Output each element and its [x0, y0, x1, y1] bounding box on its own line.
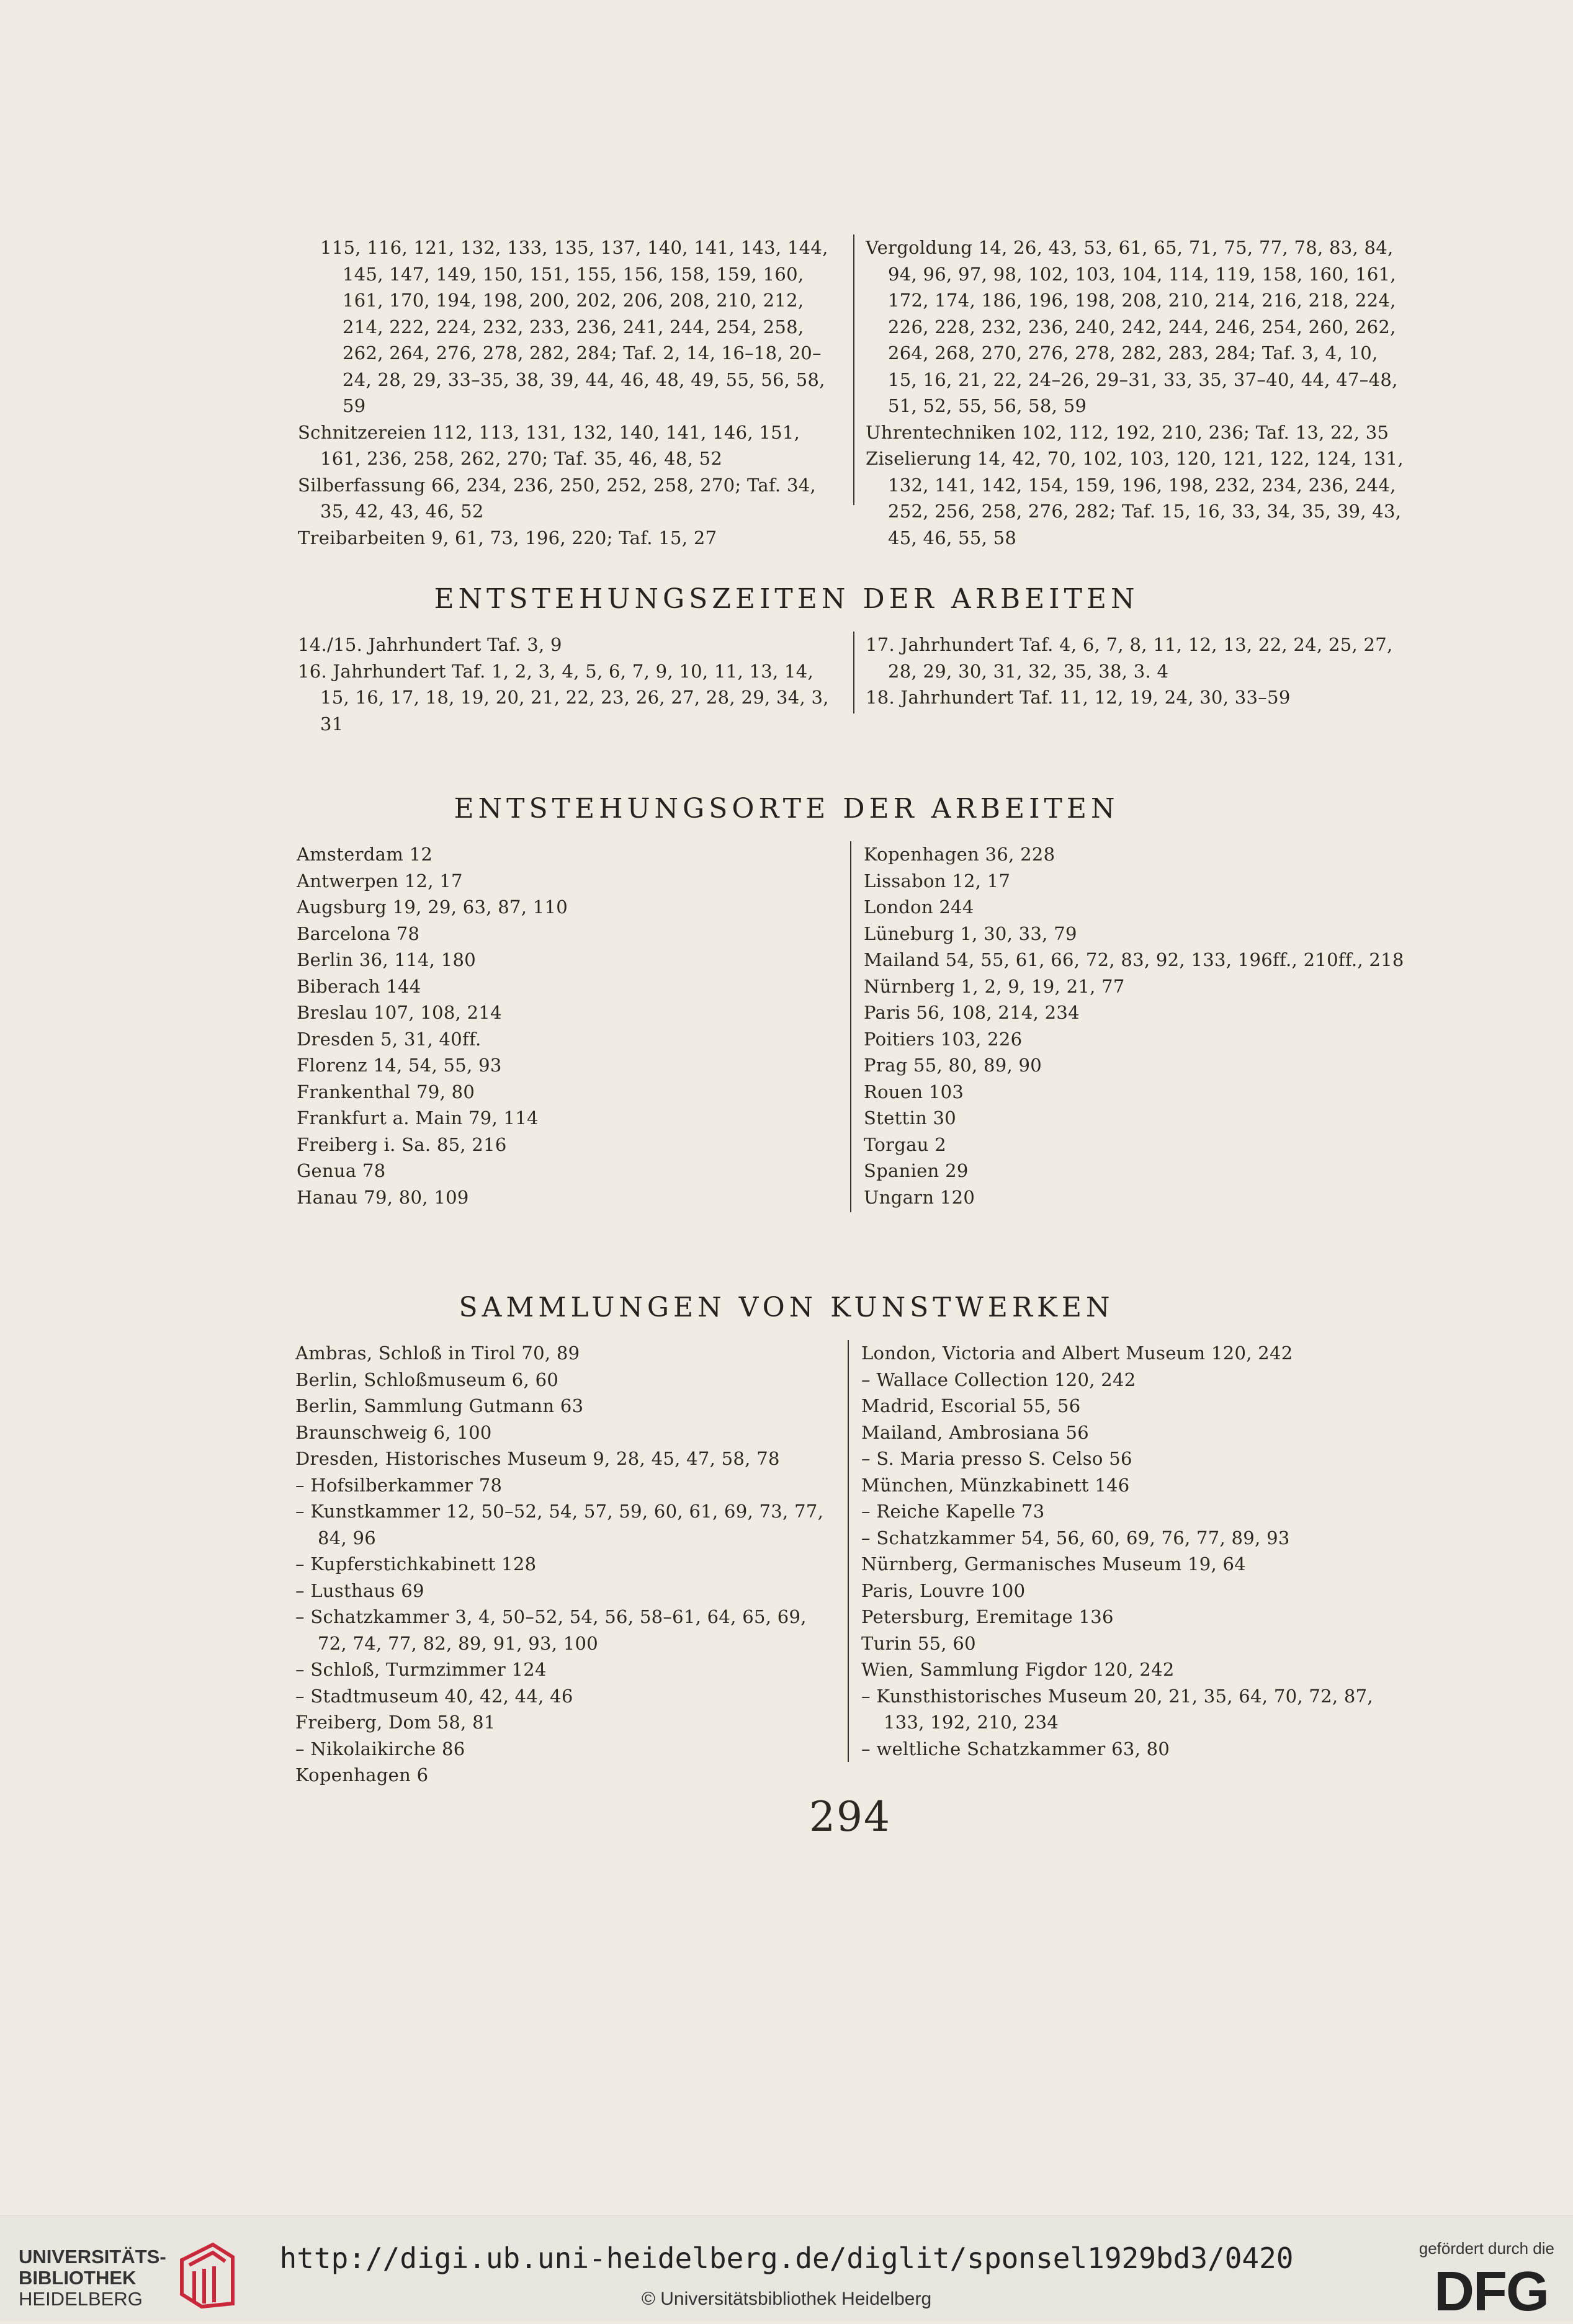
index-entry: Ambras, Schloß in Tirol 70, 89	[295, 1343, 580, 1364]
index-entry: Paris 56, 108, 214, 234	[864, 1002, 1080, 1023]
index-entry: Stettin 30	[864, 1107, 957, 1128]
index-entry: – Lusthaus 69	[295, 1580, 424, 1601]
index-entry: Wien, Sammlung Figdor 120, 242	[861, 1659, 1175, 1680]
index-entry: Ziselierung 14, 42, 70, 102, 103, 120, 121, 122, 124, 131, 132, 141, 142, 154, 159, 196, 198, 232, 234, 236, 244, 252, 256, 258, 276, 282; Taf. 15, 16, 33, 34, 35, 39, 43, 45, 46, 55, 58	[866, 448, 1404, 548]
heading-entstehungszeiten: ENTSTEHUNGSZEITEN DER ARBEITEN	[434, 583, 1139, 615]
index-entry: Ungarn 120	[864, 1186, 975, 1208]
index-entry: Poitiers 103, 226	[864, 1028, 1023, 1050]
index-entry: London 244	[864, 896, 974, 918]
index-entry: Torgau 2	[864, 1133, 947, 1155]
index-entry: – Hofsilberkammer 78	[295, 1474, 503, 1496]
index-entry: Mailand, Ambrosiana 56	[861, 1421, 1089, 1443]
index-entry: Madrid, Escorial 55, 56	[861, 1395, 1081, 1416]
index-entry: Nürnberg 1, 2, 9, 19, 21, 77	[864, 975, 1125, 997]
column-divider	[850, 841, 851, 1212]
index-entry: Turin 55, 60	[861, 1632, 976, 1654]
index-entry: – Kunstkammer 12, 50–52, 54, 57, 59, 60, 61, 69, 73, 77, 84, 96	[295, 1501, 824, 1549]
index-column-zeiten-left	[298, 632, 844, 737]
heading-sammlungen: SAMMLUNGEN VON KUNSTWERKEN	[459, 1292, 1114, 1323]
index-entry: – Schatzkammer 3, 4, 50–52, 54, 56, 58–61, 64, 65, 69, 72, 74, 77, 82, 89, 91, 93, 100	[295, 1606, 807, 1654]
index-entry: Silberfassung 66, 234, 236, 250, 252, 258, 270; Taf. 34, 35, 42, 43, 46, 52	[298, 474, 816, 522]
index-entry: – Schloß, Turmzimmer 124	[295, 1659, 547, 1680]
index-entry: Kopenhagen 6	[295, 1764, 429, 1785]
index-entry: Amsterdam 12	[297, 844, 433, 865]
index-entry: Frankenthal 79, 80	[297, 1081, 475, 1102]
index-entry: Barcelona 78	[297, 923, 420, 944]
index-column-orte-left	[297, 841, 843, 1210]
index-entry: Hanau 79, 80, 109	[297, 1186, 469, 1208]
dfg-logo[interactable]: DFG	[1434, 2261, 1548, 2323]
index-entry: 16. Jahrhundert Taf. 1, 2, 3, 4, 5, 6, 7, 9, 10, 11, 13, 14, 15, 16, 17, 18, 19, 20, 21, 22, 23, 26, 27, 28, 29, 34, 3, 31	[298, 660, 829, 735]
index-entry: Berlin, Schloßmuseum 6, 60	[295, 1369, 559, 1390]
index-entry: Kopenhagen 36, 228	[864, 844, 1055, 865]
footer-bar	[0, 2215, 1573, 2321]
index-column-zeiten-right	[866, 632, 1412, 711]
index-entry: 18. Jahrhundert Taf. 11, 12, 19, 24, 30, 33–59	[866, 687, 1291, 708]
index-entry: 115, 116, 121, 132, 133, 135, 137, 140, 141, 143, 144, 145, 147, 149, 150, 151, 155, 156, 158, 159, 160, 161, 170, 194, 198, 200, 202, 206, 208, 210, 212, 214, 222, 224, 232, 233, 236, 241, 244, 254, 258, 262, 264, 276, 278, 282, 284; Taf. 2, 14, 16–18, 20–24, 28, 29, 33–35, 38, 39, 44, 46, 48, 49, 55, 56, 58, 59	[320, 237, 828, 416]
index-entry: – Kupferstichkabinett 128	[295, 1553, 537, 1575]
index-entry: Genua 78	[297, 1160, 386, 1181]
index-entry: Mailand 54, 55, 61, 66, 72, 83, 92, 133, 196ff., 210ff., 218	[864, 949, 1404, 970]
index-entry: Spanien 29	[864, 1160, 969, 1181]
index-entry: Augsburg 19, 29, 63, 87, 110	[297, 896, 568, 918]
index-entry: – weltliche Schatzkammer 63, 80	[861, 1738, 1170, 1759]
index-entry: – S. Maria presso S. Celso 56	[861, 1448, 1132, 1469]
index-entry: – Nikolaikirche 86	[295, 1738, 465, 1759]
logo-line-1: UNIVERSITÄTS-	[19, 2246, 166, 2268]
index-entry: Treibarbeiten 9, 61, 73, 196, 220; Taf. 15, 27	[298, 527, 717, 548]
column-divider	[848, 1340, 849, 1762]
logo-line-2: BIBLIOTHEK	[19, 2267, 137, 2289]
index-column-sammlungen-right	[861, 1340, 1407, 1762]
index-entry: – Schatzkammer 54, 56, 60, 69, 76, 77, 89, 93	[861, 1527, 1290, 1549]
index-entry: Florenz 14, 54, 55, 93	[297, 1055, 502, 1076]
index-entry: Breslau 107, 108, 214	[297, 1002, 502, 1023]
index-column-top-left	[298, 235, 844, 551]
index-column-orte-right	[864, 841, 1410, 1210]
index-entry: Braunschweig 6, 100	[295, 1421, 492, 1443]
index-entry: Lissabon 12, 17	[864, 870, 1011, 892]
index-entry: London, Victoria and Albert Museum 120, 242	[861, 1343, 1293, 1364]
index-entry: Rouen 103	[864, 1081, 964, 1102]
index-entry: 14./15. Jahrhundert Taf. 3, 9	[298, 634, 562, 655]
index-entry: Berlin, Sammlung Gutmann 63	[295, 1395, 584, 1416]
index-entry: Nürnberg, Germanisches Museum 19, 64	[861, 1553, 1247, 1575]
index-entry: Freiberg i. Sa. 85, 216	[297, 1133, 507, 1155]
index-entry: 17. Jahrhundert Taf. 4, 6, 7, 8, 11, 12, 13, 22, 24, 25, 27, 28, 29, 30, 31, 32, 35, 38, 3. 4	[866, 634, 1393, 682]
funding-note: gefördert durch die	[1418, 2239, 1554, 2258]
index-entry: Frankfurt a. Main 79, 114	[297, 1107, 539, 1128]
page-number: 294	[809, 1793, 891, 1841]
index-entry: Petersburg, Eremitage 136	[861, 1606, 1114, 1627]
index-entry: – Stadtmuseum 40, 42, 44, 46	[295, 1685, 573, 1707]
index-entry: Schnitzereien 112, 113, 131, 132, 140, 141, 146, 151, 161, 236, 258, 262, 270; Taf. 35, 46, 48, 52	[298, 421, 800, 469]
index-entry: Paris, Louvre 100	[861, 1580, 1026, 1601]
index-entry: Antwerpen 12, 17	[297, 870, 463, 892]
heading-entstehungsorte: ENTSTEHUNGSORTE DER ARBEITEN	[454, 793, 1119, 825]
column-divider	[853, 235, 854, 505]
index-entry: Dresden, Historisches Museum 9, 28, 45, 47, 58, 78	[295, 1448, 780, 1469]
document-url-link[interactable]: http://digi.ub.uni-heidelberg.de/diglit/sponsel1929bd3/0420	[279, 2241, 1294, 2275]
index-entry: – Reiche Kapelle 73	[861, 1501, 1045, 1522]
index-entry: Biberach 144	[297, 975, 421, 997]
copyright-text: © Universitätsbibliothek Heidelberg	[641, 2289, 932, 2309]
index-entry: Lüneburg 1, 30, 33, 79	[864, 923, 1077, 944]
index-entry: Prag 55, 80, 89, 90	[864, 1055, 1042, 1076]
index-entry: – Kunsthistorisches Museum 20, 21, 35, 64, 70, 72, 87, 133, 192, 210, 234	[861, 1685, 1373, 1733]
logo-line-3: HEIDELBERG	[19, 2288, 143, 2310]
index-entry: Uhrentechniken 102, 112, 192, 210, 236; Taf. 13, 22, 35	[866, 421, 1389, 443]
index-entry: München, Münzkabinett 146	[861, 1474, 1130, 1496]
column-divider	[853, 632, 854, 713]
index-column-sammlungen-left	[295, 1340, 841, 1789]
index-entry: Vergoldung 14, 26, 43, 53, 61, 65, 71, 75, 77, 78, 83, 84, 94, 96, 97, 98, 102, 103, 104, 114, 119, 158, 160, 161, 172, 174, 186, 196, 198, 208, 210, 214, 216, 218, 224, 226, 228, 232, 236, 240, 242, 244, 246, 254, 260, 262, 264, 268, 270, 276, 278, 282, 283, 284; Taf. 3, 4, 10, 15, 16, 21, 22, 24–26, 29–31, 33, 35, 37–40, 44, 47–48, 51, 52, 55, 56, 58, 59	[866, 237, 1398, 416]
index-entry: – Wallace Collection 120, 242	[861, 1369, 1136, 1390]
index-entry: Dresden 5, 31, 40ff.	[297, 1028, 482, 1050]
index-column-top-right	[866, 235, 1412, 551]
index-entry: Freiberg, Dom 58, 81	[295, 1712, 496, 1733]
index-entry: Berlin 36, 114, 180	[297, 949, 476, 970]
